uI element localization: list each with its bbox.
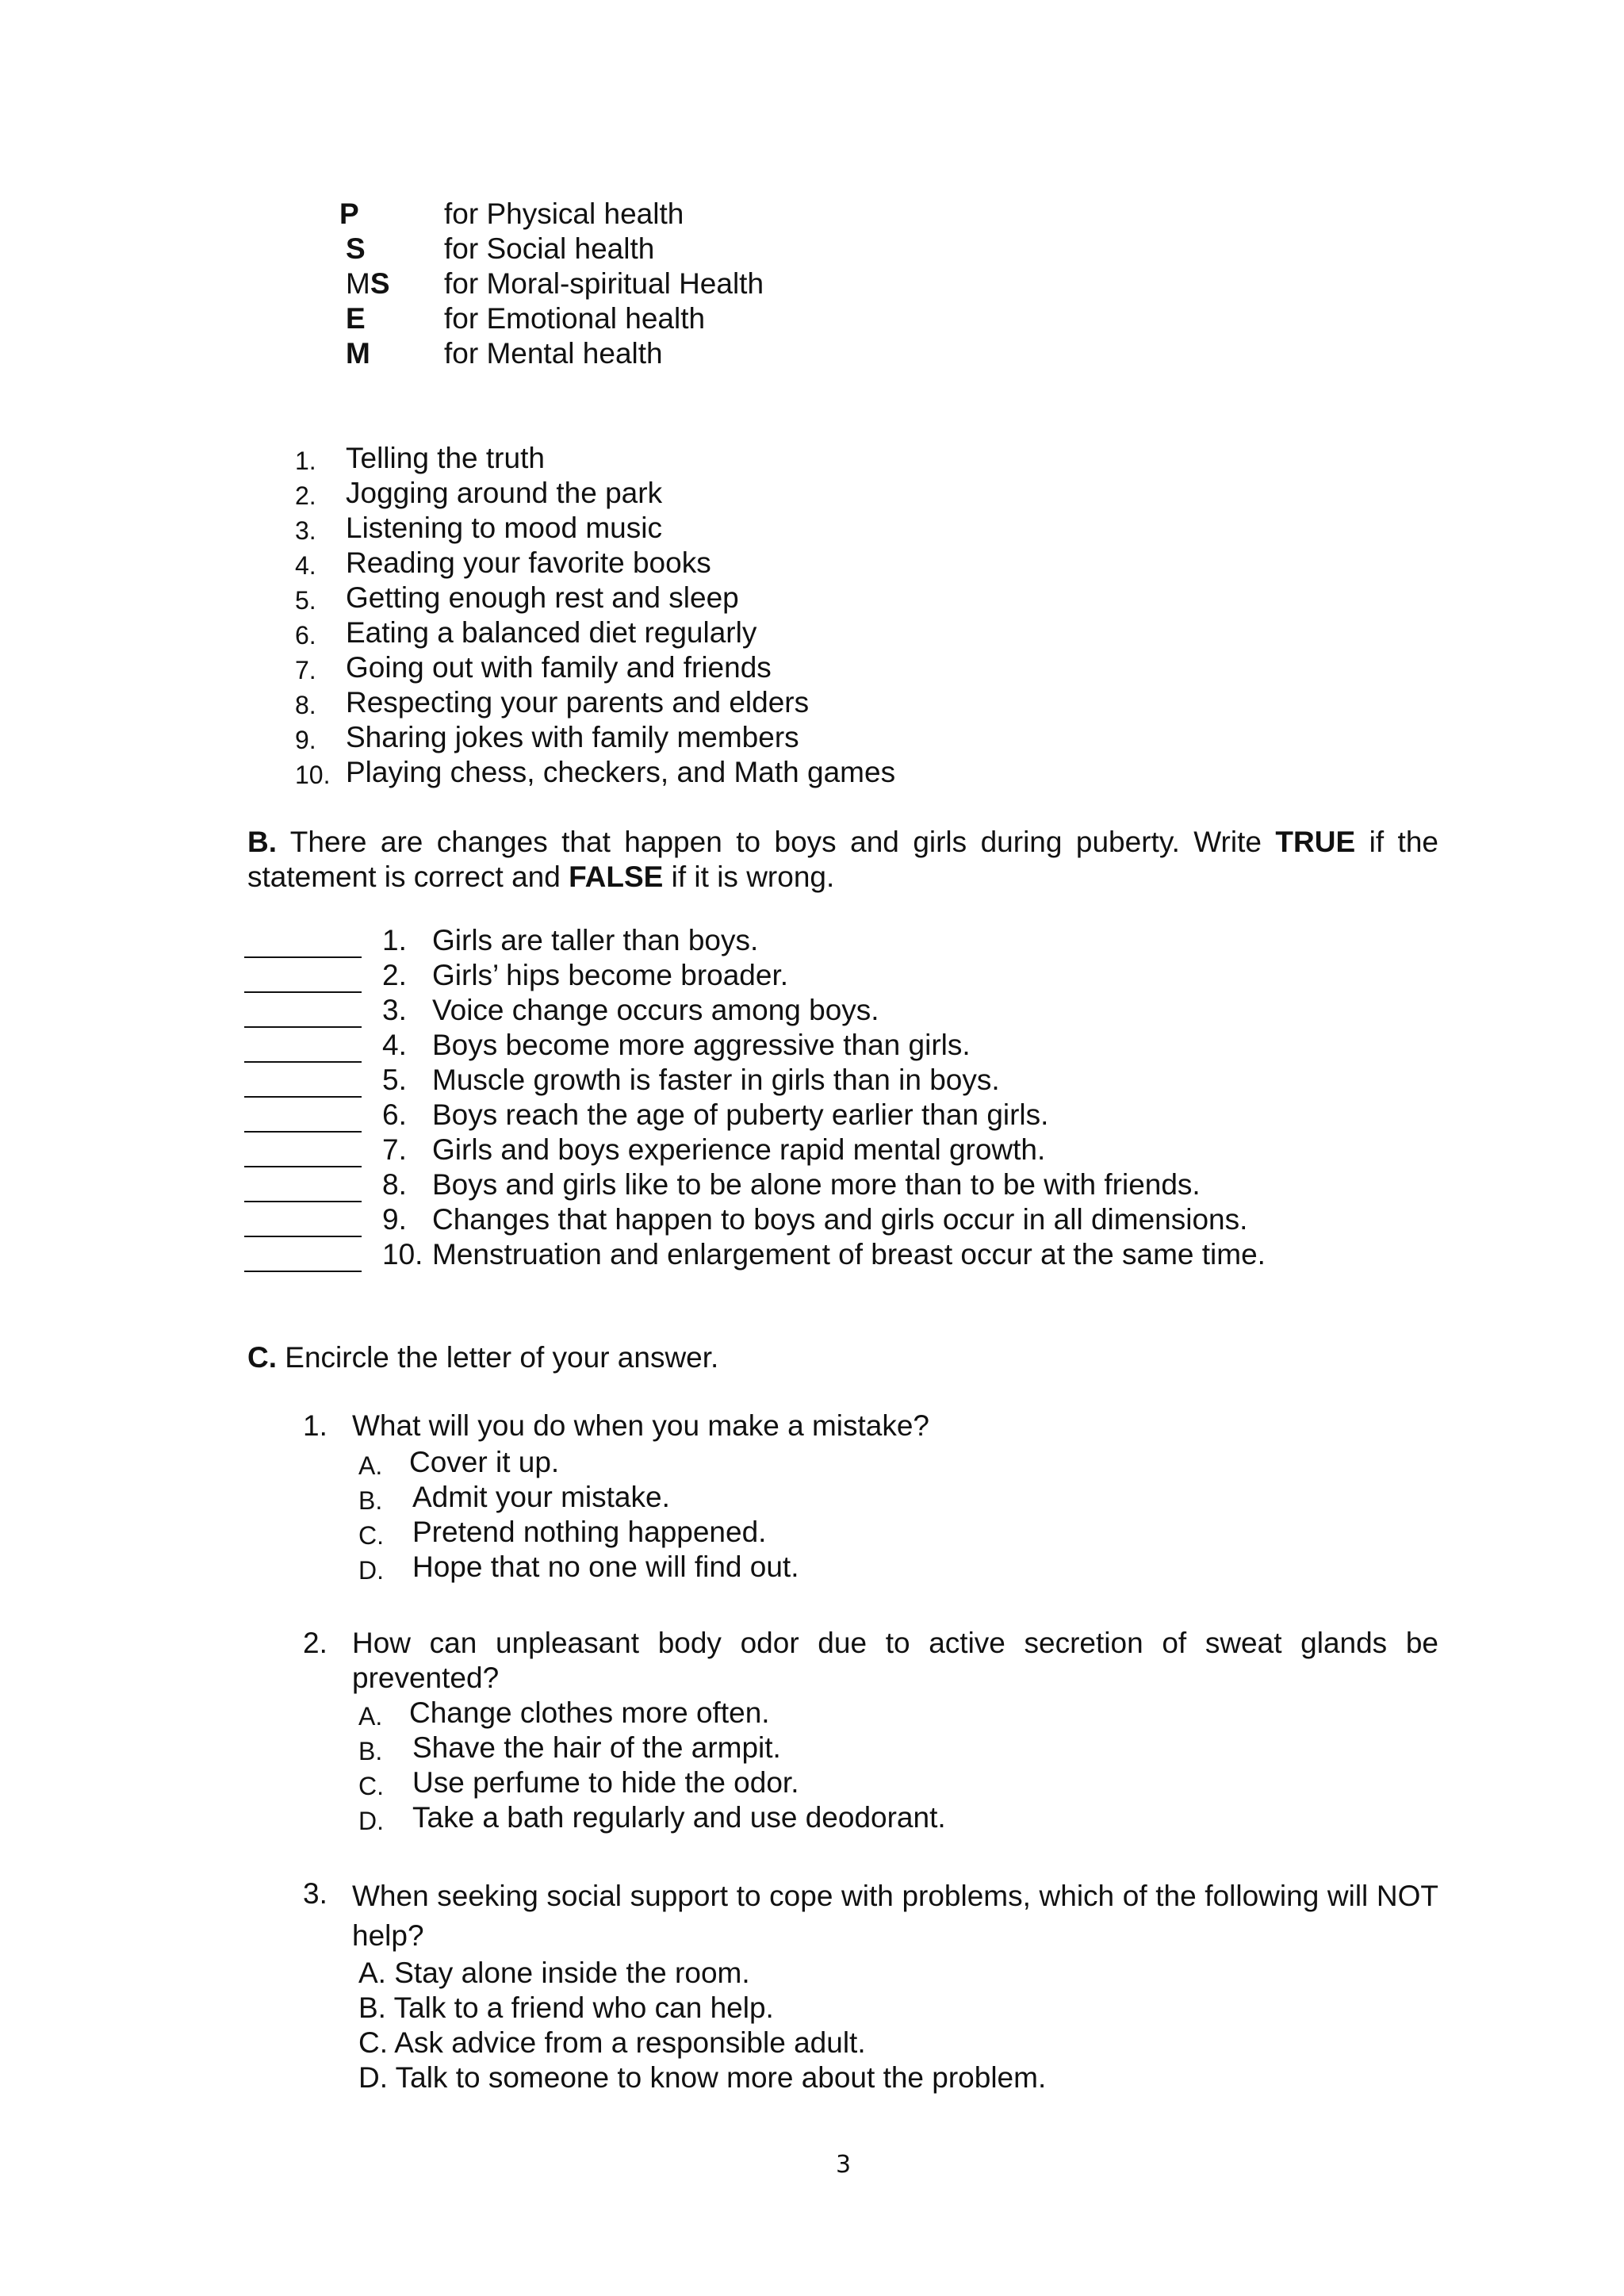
answer-blank[interactable] xyxy=(244,1131,362,1133)
list-item: Reading your favorite books xyxy=(346,546,711,579)
question-number: 2. xyxy=(303,1627,327,1659)
statement-number: 3. xyxy=(382,994,407,1026)
legend-desc: for Mental health xyxy=(444,337,663,370)
statement-number: 6. xyxy=(382,1098,407,1131)
statement: Boys and girls like to be alone more than to be with friends. xyxy=(432,1168,1201,1201)
legend-code: MS xyxy=(346,267,390,300)
statement-number: 4. xyxy=(382,1029,407,1061)
answer-blank[interactable] xyxy=(244,1096,362,1098)
list-item: Going out with family and friends xyxy=(346,651,772,684)
answer-blank[interactable] xyxy=(244,1201,362,1202)
answer-blank[interactable] xyxy=(244,1061,362,1063)
list-item-number: 4. xyxy=(295,551,316,580)
statement-number: 1. xyxy=(382,924,407,956)
list-item: Getting enough rest and sleep xyxy=(346,581,739,614)
question-text: How can unpleasant body odor due to active secretion of sweat glands be prevented? xyxy=(352,1627,1438,1694)
legend-code: P xyxy=(339,197,359,230)
choice-letter[interactable]: D. xyxy=(358,1556,384,1585)
statement-number: 5. xyxy=(382,1064,407,1096)
list-item: Jogging around the park xyxy=(346,477,663,509)
choice-text: Hope that no one will find out. xyxy=(412,1550,799,1583)
choice-letter[interactable]: D. xyxy=(358,1807,384,1835)
choice-text: Use perfume to hide the odor. xyxy=(412,1766,799,1799)
statement: Girls are taller than boys. xyxy=(432,924,759,956)
question-number: 1. xyxy=(303,1409,327,1442)
list-item: Telling the truth xyxy=(346,442,545,474)
question-text: What will you do when you make a mistake? xyxy=(352,1409,930,1442)
choice-text: Pretend nothing happened. xyxy=(412,1516,767,1548)
answer-blank[interactable] xyxy=(244,1236,362,1237)
answer-blank[interactable] xyxy=(244,956,362,958)
statement: Voice change occurs among boys. xyxy=(432,994,879,1026)
choice-text: Cover it up. xyxy=(409,1446,560,1478)
legend-desc: for Physical health xyxy=(444,197,684,230)
page-number: 3 xyxy=(836,2151,852,2179)
list-item-number: 2. xyxy=(295,481,316,510)
statement-number: 8. xyxy=(382,1168,407,1201)
choice-item[interactable]: B. Talk to a friend who can help. xyxy=(358,1991,774,2024)
statement: Boys reach the age of puberty earlier than girls. xyxy=(432,1098,1049,1131)
question-text: When seeking social support to cope with problems, which of the following will NOT help? xyxy=(352,1880,1438,1952)
list-item: Listening to mood music xyxy=(346,512,662,544)
statement: Muscle growth is faster in girls than in boys. xyxy=(432,1064,1000,1096)
list-item-number: 9. xyxy=(295,726,316,754)
legend-desc: for Emotional health xyxy=(444,302,706,335)
choice-letter[interactable]: C. xyxy=(358,1521,384,1550)
answer-blank[interactable] xyxy=(244,991,362,993)
list-item-number: 3. xyxy=(295,516,316,545)
answer-blank[interactable] xyxy=(244,1026,362,1028)
legend-code: E xyxy=(346,302,366,335)
list-item-number: 1. xyxy=(295,447,316,475)
list-item-number: 6. xyxy=(295,621,316,650)
choice-item[interactable]: D. Talk to someone to know more about the problem. xyxy=(358,2061,1047,2094)
statement-number: 2. xyxy=(382,959,407,991)
choice-letter[interactable]: A. xyxy=(358,1451,383,1480)
list-item-number: 7. xyxy=(295,656,316,684)
list-item-number: 5. xyxy=(295,586,316,615)
choice-letter[interactable]: B. xyxy=(358,1486,383,1515)
answer-blank[interactable] xyxy=(244,1166,362,1167)
choice-text: Change clothes more often. xyxy=(409,1696,770,1729)
choice-item[interactable]: C. Ask advice from a responsible adult. xyxy=(358,2026,866,2059)
list-item: Playing chess, checkers, and Math games xyxy=(346,756,896,788)
list-item-number: 10. xyxy=(295,761,331,789)
list-item: Eating a balanced diet regularly xyxy=(346,616,757,649)
statement: Boys become more aggressive than girls. xyxy=(432,1029,971,1061)
choice-item[interactable]: A. Stay alone inside the room. xyxy=(358,1957,750,1989)
answer-blank[interactable] xyxy=(244,1271,362,1272)
choice-letter[interactable]: C. xyxy=(358,1772,384,1800)
section-c-instruction: C. Encircle the letter of your answer. xyxy=(247,1341,719,1374)
list-item-number: 8. xyxy=(295,691,316,719)
choice-letter[interactable]: B. xyxy=(358,1737,383,1765)
choice-text: Shave the hair of the armpit. xyxy=(412,1731,781,1764)
legend-code: S xyxy=(346,232,366,265)
statement: Changes that happen to boys and girls occur in all dimensions. xyxy=(432,1203,1248,1236)
question-number: 3. xyxy=(303,1877,327,1910)
choice-letter[interactable]: A. xyxy=(358,1702,383,1731)
section-b-instruction: B. There are changes that happen to boys and girls during puberty. Write TRUE if the statement is correct and FALSE if it is wrong. xyxy=(247,826,1438,893)
statement: Girls’ hips become broader. xyxy=(432,959,789,991)
legend-desc: for Moral-spiritual Health xyxy=(444,267,764,300)
statement-number: 7. xyxy=(382,1133,407,1166)
statement-number: 10. xyxy=(382,1238,423,1271)
legend-code: M xyxy=(346,337,370,370)
list-item: Sharing jokes with family members xyxy=(346,721,799,753)
choice-text: Admit your mistake. xyxy=(412,1481,670,1513)
statement-number: 9. xyxy=(382,1203,407,1236)
statement: Menstruation and enlargement of breast occur at the same time. xyxy=(432,1238,1266,1271)
list-item: Respecting your parents and elders xyxy=(346,686,810,719)
legend-desc: for Social health xyxy=(444,232,655,265)
choice-text: Take a bath regularly and use deodorant. xyxy=(412,1801,946,1834)
statement: Girls and boys experience rapid mental growth. xyxy=(432,1133,1046,1166)
